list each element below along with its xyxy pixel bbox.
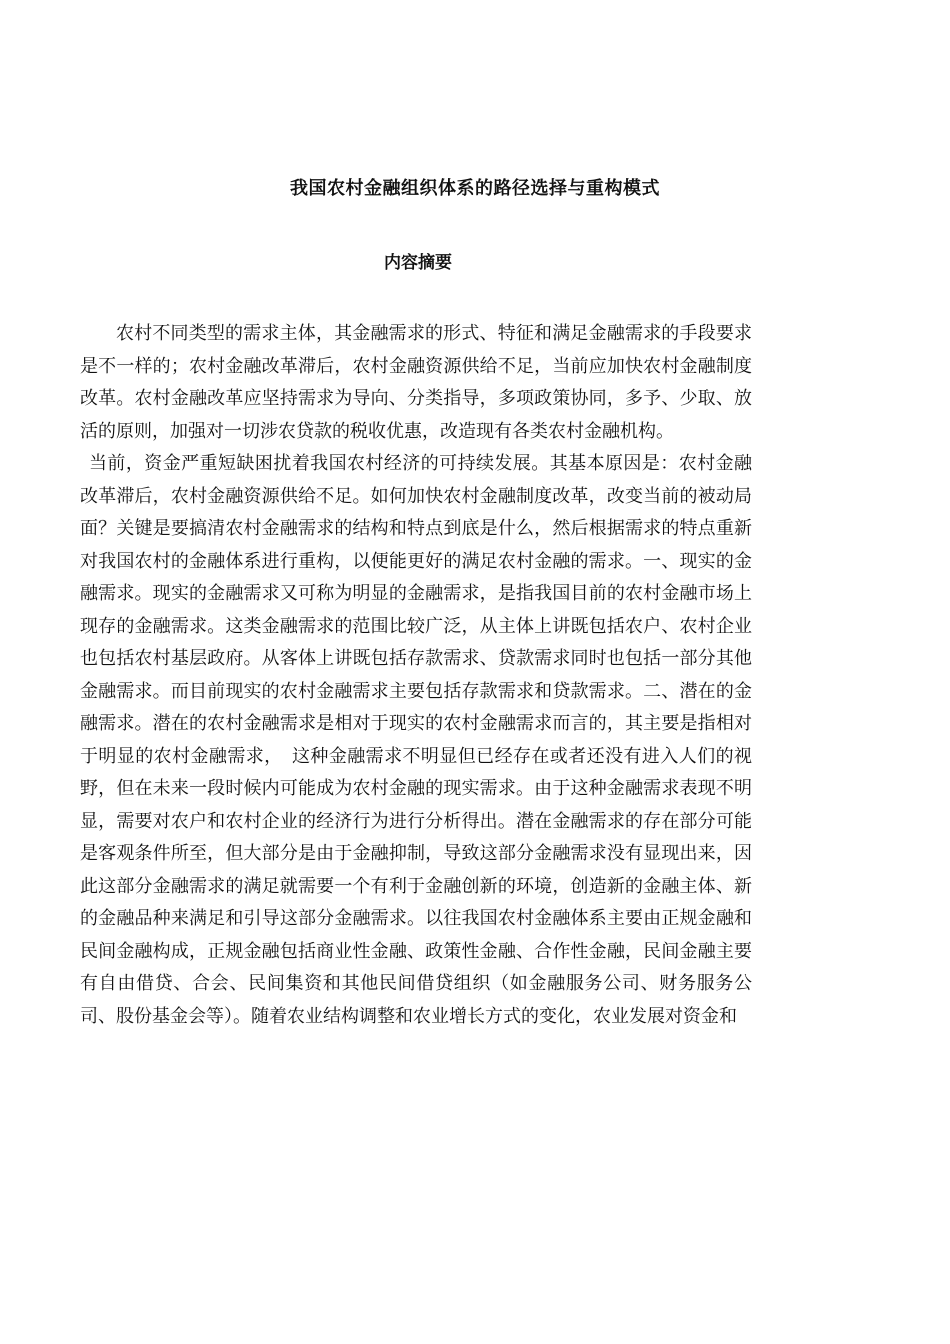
- document-body: [80, 318, 752, 1033]
- paragraph: 当前，资金严重短缺困扰着我国农村经济的可持续发展。其基本原因是：农村金融改革滞后，农村金融资源供给不足。如何加快农村金融制度改革，改变当前的被动局面？关键是要搞清农村金融需求的结构和特点到底是什么，然后根据需求的特点重新对我国农村的金融体系进行重构，以便能更好的满足农村金融的需求。一、现实的金融需求。现实的金融需求又可称为明显的金融需求，是指我国目前的农村金融市场上现存的金融需求。这类金融需求的范围比较广泛，从主体上讲既包括农户、农村企业也包括农村基层政府。从客体上讲既包括存款需求、贷款需求同时也包括一部分其他金融需求。而目前现实的农村金融需求主要包括存款需求和贷款需求。二、潜在的金融需求。潜在的农村金融需求是相对于现实的农村金融需求而言的，其主要是指相对于明显的农村金融需求， 这种金融需求不明显但已经存在或者还没有进入人们的视野，但在未来一段时候内可能成为农村金融的现实需求。由于这种金融需求表现不明显，需要对农户和农村企业的经济行为进行分析得出。潜在金融需求的存在部分可能是客观条件所至，但大部分是由于金融抑制，导致这部分金融需求没有显现出来，因此这部分金融需求的满足就需要一个有利于金融创新的环境，创造新的金融主体、新的金融品种来满足和引导这部分金融需求。以往我国农村金融体系主要由正规金融和民间金融构成，正规金融包括商业性金融、政策性金融、合作性金融，民间金融主要有自由借贷、合会、民间集资和其他民间借贷组织（如金融服务公司、财务服务公司、股份基金会等）。随着农业结构调整和农业增长方式的变化，农业发展对资金和: [80, 453, 752, 1027]
- section-heading-abstract: 内容摘要: [384, 253, 452, 273]
- paragraph: 农村不同类型的需求主体，其金融需求的形式、特征和满足金融需求的手段要求是不一样的；农村金融改革滞后，农村金融资源供给不足，当前应加快农村金融制度改革。农村金融改革应坚持需求为导向、分类指导，多项政策协同，多予、少取、放活的原则，加强对一切涉农贷款的税收优惠，改造现有各类农村金融机构。: [80, 323, 752, 442]
- document-title: 我国农村金融组织体系的路径选择与重构模式: [290, 178, 660, 199]
